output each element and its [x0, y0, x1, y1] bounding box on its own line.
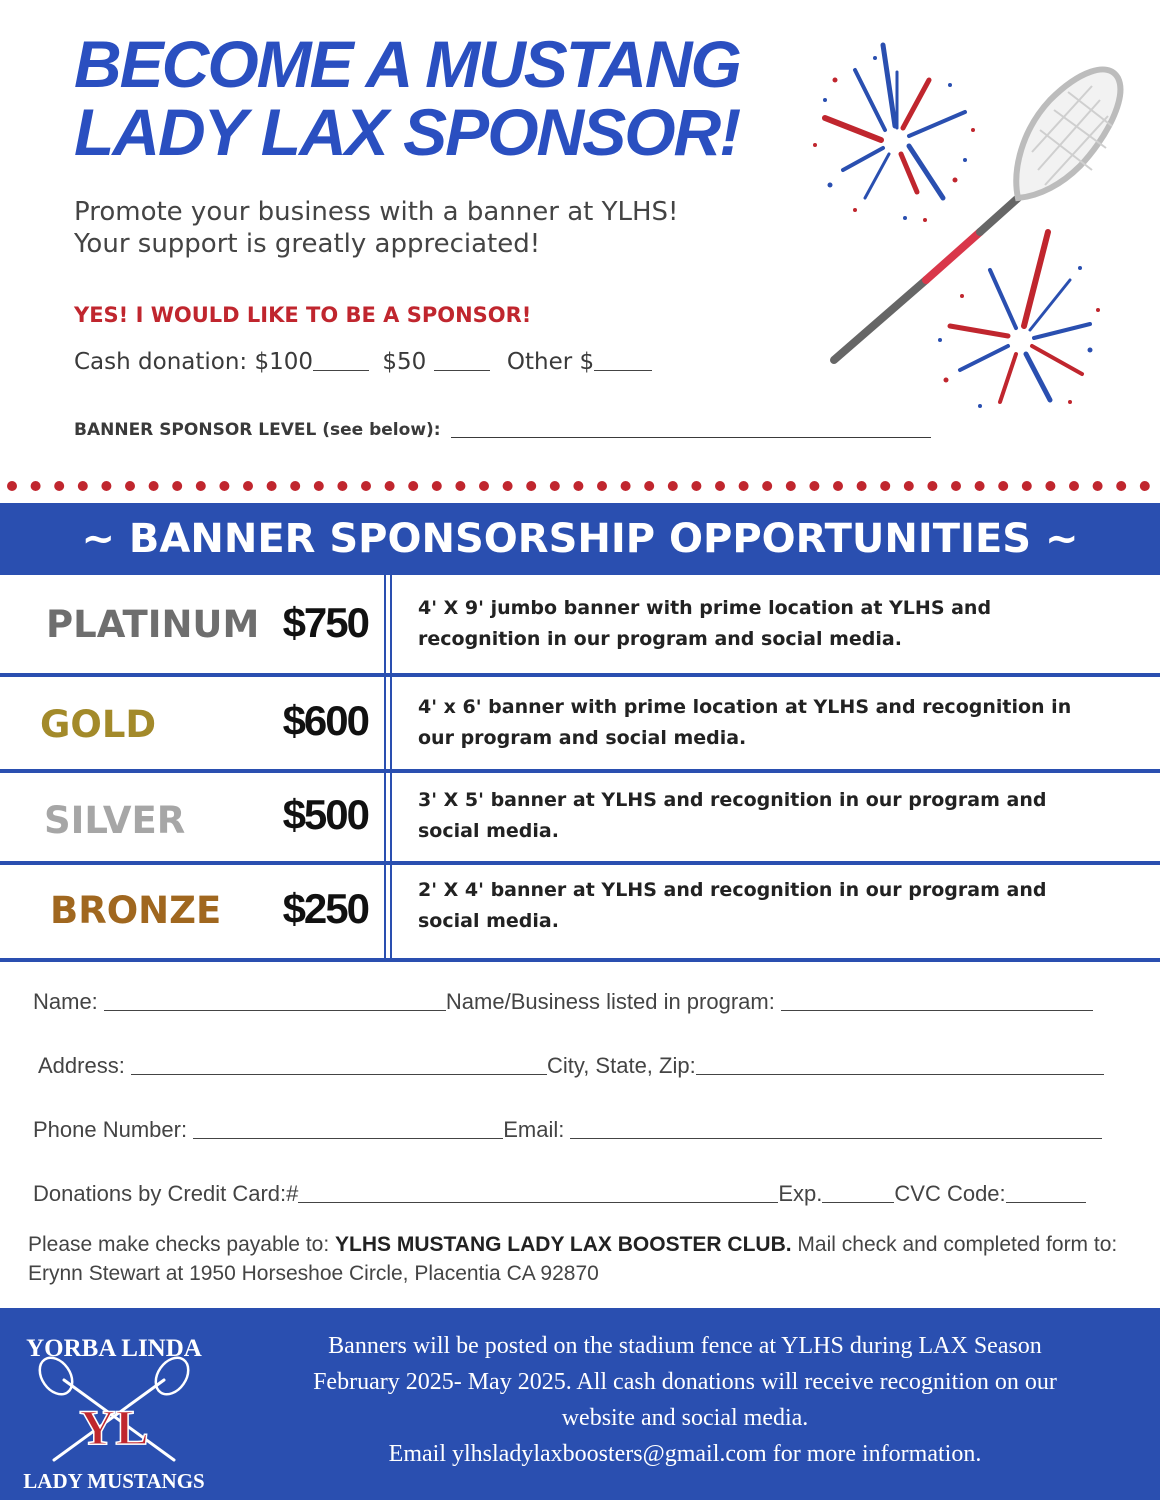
divider-dot — [998, 481, 1008, 491]
divider-dot — [101, 481, 111, 491]
divider-dot — [196, 481, 206, 491]
tier-description-platinum — [418, 593, 1138, 655]
firework-bottom-icon — [938, 232, 1100, 408]
tier-name-gold: GOLD — [40, 703, 157, 746]
tier-description-line: social media. — [418, 910, 559, 932]
footer-line: Email ylhsladylaxboosters@gmail.com for more information. — [388, 1441, 982, 1467]
divider-dot — [857, 481, 867, 491]
sponsor-level-label: BANNER SPONSOR LEVEL (see below): — [74, 420, 441, 440]
tier-description-line: 3' X 5' banner at YLHS and recognition in our program and — [418, 789, 1047, 811]
cash-donation-row — [74, 349, 652, 375]
fireworks-lacrosse-illustration — [800, 20, 1130, 440]
check-suffix: Mail check and completed form to: Erynn Stewart at 1950 Horseshoe Circle, Placentia CA 92870 — [28, 1233, 1118, 1285]
address-label: Address: — [38, 1053, 125, 1078]
divider-dot — [1022, 481, 1032, 491]
row-divider — [0, 769, 1160, 773]
divider-dot — [597, 481, 607, 491]
name-field[interactable] — [104, 1010, 446, 1011]
name-label: Name: — [33, 989, 98, 1014]
cash-other-blank[interactable] — [594, 370, 652, 371]
email-label: Email: — [503, 1117, 565, 1142]
divider-dot — [904, 481, 914, 491]
tier-name-bronze: BRONZE — [50, 889, 222, 932]
divider-dot — [314, 481, 324, 491]
divider-dot — [361, 481, 371, 491]
cvc-field[interactable] — [1006, 1202, 1086, 1203]
cash-donation-label: Cash donation: — [74, 349, 248, 375]
dotted-divider — [0, 479, 1160, 493]
form-row-card — [33, 1181, 1086, 1207]
sponsor-confirm-heading: YES! I WOULD LIKE TO BE A SPONSOR! — [74, 303, 532, 327]
business-label: Name/Business listed in program: — [445, 989, 775, 1014]
logo-top-text: YORBA LINDA — [26, 1335, 202, 1362]
divider-dot — [550, 481, 560, 491]
tier-description-line: 4' x 6' banner with prime location at YLHS and recognition in — [418, 696, 1072, 718]
tier-description-line: 2' X 4' banner at YLHS and recognition in our program and — [418, 879, 1047, 901]
phone-field[interactable] — [193, 1138, 503, 1139]
logo-monogram: YL — [79, 1399, 149, 1455]
divider-dot — [951, 481, 961, 491]
divider-dot — [455, 481, 465, 491]
divider-dot — [408, 481, 418, 491]
tier-price-silver: $500 — [282, 791, 368, 838]
footer-message — [230, 1328, 1140, 1472]
divider-dot — [691, 481, 701, 491]
table-bottom-border — [0, 958, 1160, 962]
divider-dot — [7, 481, 17, 491]
cash-50-blank[interactable] — [434, 370, 490, 371]
card-label: Donations by Credit Card:# — [33, 1181, 299, 1206]
subtitle-line-2: Your support is greatly appreciated! — [74, 229, 541, 259]
business-field[interactable] — [781, 1010, 1093, 1011]
divider-dot — [1140, 481, 1150, 491]
divider-dot — [243, 481, 253, 491]
tier-description-line: our program and social media. — [418, 727, 747, 749]
tier-description-line: 4' X 9' jumbo banner with prime location at YLHS and — [418, 597, 992, 619]
city-field[interactable] — [696, 1074, 1104, 1075]
check-prefix: Please make checks payable to: — [28, 1233, 330, 1256]
divider-dot — [715, 481, 725, 491]
divider-dot — [927, 481, 937, 491]
tier-description-bronze — [418, 875, 1138, 937]
table-column-divider-inner — [386, 575, 390, 960]
divider-dot — [621, 481, 631, 491]
divider-dot — [432, 481, 442, 491]
cash-100-blank[interactable] — [313, 370, 369, 371]
city-label: City, State, Zip: — [546, 1053, 696, 1078]
divider-dot — [833, 481, 843, 491]
tier-description-line: social media. — [418, 820, 559, 842]
divider-dot — [54, 481, 64, 491]
footer-line: website and social media. — [561, 1405, 809, 1431]
divider-dot — [385, 481, 395, 491]
divider-dot — [1069, 481, 1079, 491]
form-row-name — [33, 989, 1093, 1015]
yorba-linda-lady-mustangs-logo — [14, 1320, 214, 1496]
check-payee: YLHS MUSTANG LADY LAX BOOSTER CLUB. — [335, 1233, 792, 1256]
tier-price-platinum: $750 — [282, 599, 368, 646]
divider-dot — [290, 481, 300, 491]
row-divider — [0, 861, 1160, 865]
divider-dot — [1093, 481, 1103, 491]
cvc-label: CVC Code: — [894, 1181, 1006, 1206]
email-field[interactable] — [570, 1138, 1102, 1139]
title-line-2: LADY LAX SPONSOR! — [74, 95, 740, 169]
divider-dot — [1116, 481, 1126, 491]
phone-label: Phone Number: — [33, 1117, 188, 1142]
divider-dot — [267, 481, 277, 491]
divider-dot — [809, 481, 819, 491]
subtitle-line-1: Promote your business with a banner at YLHS! — [74, 197, 679, 227]
tier-description-line: recognition in our program and social media. — [418, 628, 902, 650]
logo-bottom-text: LADY MUSTANGS — [23, 1469, 205, 1493]
subtitle — [74, 196, 834, 260]
divider-dot — [503, 481, 513, 491]
footer — [0, 1308, 1160, 1500]
exp-label: Exp. — [778, 1181, 823, 1206]
divider-dot — [125, 481, 135, 491]
tier-price-gold: $600 — [282, 697, 368, 744]
sponsorship-tiers-table — [0, 575, 1160, 960]
divider-dot — [975, 481, 985, 491]
divider-dot — [149, 481, 159, 491]
divider-dot — [526, 481, 536, 491]
tier-description-gold — [418, 692, 1138, 754]
cash-option-other: Other $ — [506, 349, 595, 375]
divider-dot — [479, 481, 489, 491]
opportunities-heading: ~ BANNER SPONSORSHIP OPPORTUNITIES ~ — [0, 503, 1160, 575]
divider-dot — [739, 481, 749, 491]
divider-dot — [880, 481, 890, 491]
tier-name-silver: SILVER — [44, 799, 186, 842]
tier-description-silver — [418, 785, 1138, 847]
title-line-1: BECOME A MUSTANG — [74, 27, 740, 101]
cash-option-50: $50 — [382, 349, 427, 375]
check-instructions — [28, 1230, 1138, 1288]
card-field[interactable] — [298, 1202, 778, 1203]
tier-price-bronze: $250 — [282, 885, 368, 932]
footer-line: February 2025- May 2025. All cash donations will receive recognition on our — [313, 1369, 1057, 1395]
divider-dot — [786, 481, 796, 491]
divider-dot — [337, 481, 347, 491]
footer-line: Banners will be posted on the stadium fence at YLHS during LAX Season — [328, 1333, 1042, 1359]
divider-dot — [573, 481, 583, 491]
form-row-phone — [33, 1117, 1102, 1143]
divider-dot — [668, 481, 678, 491]
form-row-address — [38, 1053, 1104, 1079]
exp-field[interactable] — [822, 1202, 894, 1203]
divider-dot — [644, 481, 654, 491]
divider-dot — [219, 481, 229, 491]
page-title — [74, 27, 794, 169]
tier-name-platinum: PLATINUM — [46, 603, 260, 646]
divider-dot — [78, 481, 88, 491]
address-field[interactable] — [131, 1074, 547, 1075]
divider-dot — [172, 481, 182, 491]
divider-dot — [1045, 481, 1055, 491]
divider-dot — [31, 481, 41, 491]
firework-top-icon — [813, 45, 975, 222]
row-divider — [0, 673, 1160, 677]
divider-dot — [762, 481, 772, 491]
cash-option-100: $100 — [254, 349, 314, 375]
